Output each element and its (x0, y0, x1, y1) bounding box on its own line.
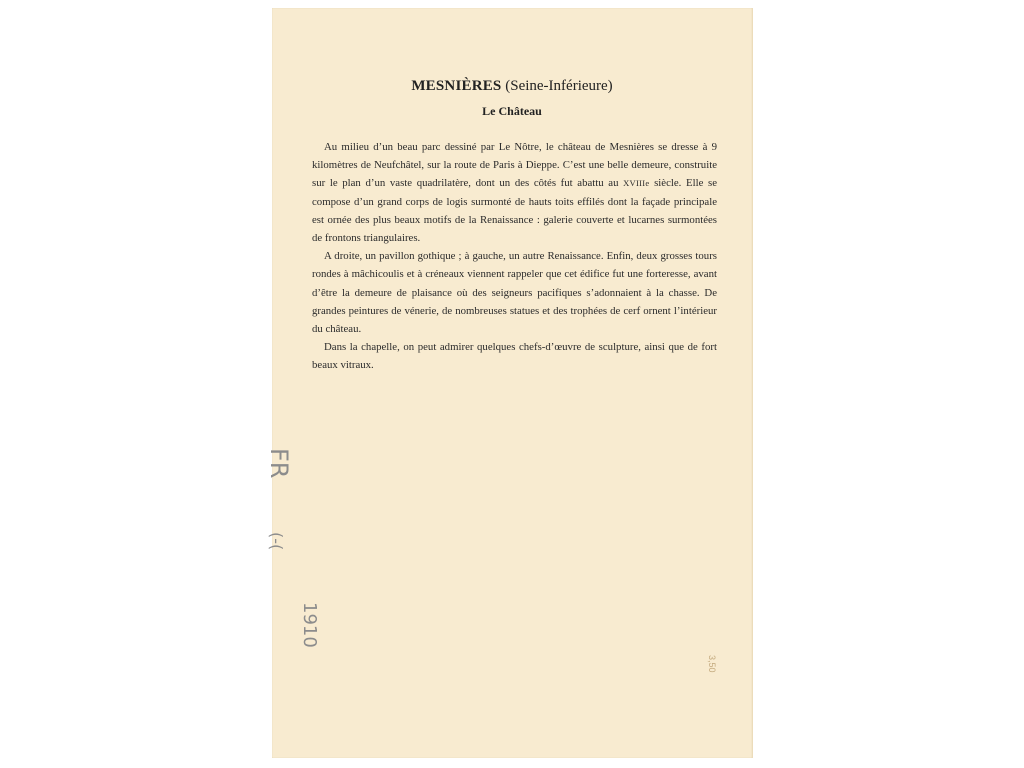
paragraph-1-part-a: Au milieu d’un beau parc dessiné par Le Nôtre, le château de Mesnières se dresse à 9 kilomètres de Neufchâtel, sur la route de Paris à Dieppe. C’est une belle demeure, construite sur le plan d’un vaste quadrilatère, dont un des côtés fut abattu au (312, 141, 717, 190)
title-region: (Seine-Inférieure) (501, 78, 613, 94)
paragraph-1 (312, 138, 717, 247)
postcard-back (272, 8, 753, 758)
description-text (312, 138, 717, 375)
century-label: XVIIIe (623, 178, 650, 189)
handwritten-year: 1910 (299, 602, 320, 648)
paragraph-1-part-b: siècle. Elle se compose d’un grand corps de logis surmonté de hauts toits effilés dont la façade principale est ornée des plus beaux motifs de la Renaissance : galerie couverte et lucarnes surmontées de frontons triangulaires. (312, 177, 717, 245)
paragraph-3: Dans la chapelle, on peut admirer quelques chefs-d’œuvre de sculpture, ainsi que de fort beaux vitraux. (312, 341, 717, 372)
paragraph-2: A droite, un pavillon gothique ; à gauche, un autre Renaissance. Enfin, deux grosses tours rondes à mâchicoulis et à créneaux viennent rappeler que cet édifice fut une forteresse, avant d’être la demeure de plaisance où des seigneurs pacifiques s’adonnaient à la chasse. De grandes peintures de vénerie, de nombreuses statues et des trophées de cerf ornent l’intérieur du château. (312, 250, 717, 336)
pencil-price: 3,50 (707, 655, 717, 673)
handwritten-code: FR (265, 448, 293, 479)
title-main: MESNIÈRES (411, 78, 502, 94)
page-title (272, 78, 752, 95)
subtitle: Le Château (482, 104, 542, 118)
handwritten-mark: (-( (267, 532, 286, 551)
